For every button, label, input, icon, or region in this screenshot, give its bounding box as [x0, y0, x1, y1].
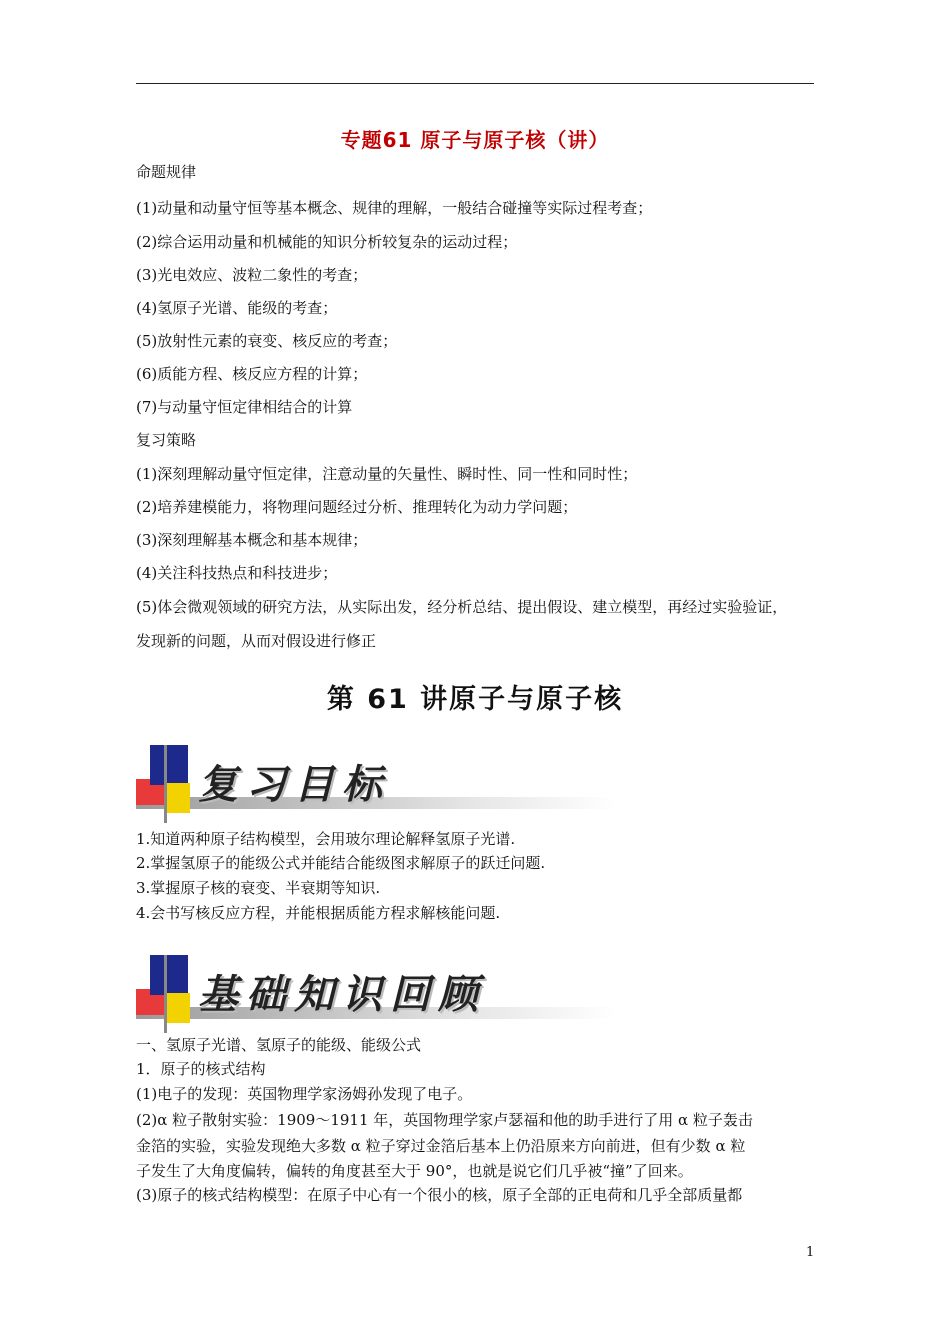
knowledge-line: (2)α 粒子散射实验：1909～1911 年，英国物理学家卢瑟福和他的助手进行了用 α 粒子轰击: [136, 1111, 753, 1129]
rule-item: (5)放射性元素的衰变、核反应的考查；: [136, 332, 398, 350]
banner-yellow-square: [166, 783, 190, 813]
rule-item: (2)综合运用动量和机械能的知识分析较复杂的运动过程；: [136, 233, 518, 251]
rules-heading: 命题规律: [136, 163, 197, 181]
knowledge-line: 子发生了大角度偏转，偏转的角度甚至大于 90°，也就是说它们几乎被“撞”了回来。: [136, 1162, 693, 1180]
banner-blue-square: [150, 955, 188, 995]
goal-item: 4.会书写核反应方程，并能根据质能方程求解核能问题.: [136, 904, 501, 922]
strategy-heading: 复习策略: [136, 431, 197, 449]
strategy-item: (3)深刻理解基本概念和基本规律；: [136, 531, 368, 549]
banner-blue-square: [150, 745, 188, 785]
banner-bar: [164, 745, 167, 823]
knowledge-heading: 一、氢原子光谱、氢原子的能级、能级公式: [136, 1036, 422, 1054]
strategy-item: (1)深刻理解动量守恒定律，注意动量的矢量性、瞬时性、同一性和同时性；: [136, 465, 638, 483]
rule-item: (6)质能方程、核反应方程的计算；: [136, 365, 368, 383]
knowledge-line: (3)原子的核式结构模型：在原子中心有一个很小的核，原子全部的正电荷和几乎全部质量都: [136, 1186, 743, 1204]
goal-item: 3.掌握原子核的衰变、半衰期等知识.: [136, 879, 381, 897]
strategy-item: (2)培养建模能力，将物理问题经过分析、推理转化为动力学问题；: [136, 498, 578, 516]
rule-item: (1)动量和动量守恒等基本概念、规律的理解，一般结合碰撞等实际过程考查；: [136, 199, 653, 217]
rule-item: (3)光电效应、波粒二象性的考查；: [136, 266, 368, 284]
banner-bar: [164, 955, 167, 1033]
goal-item: 2.掌握氢原子的能级公式并能结合能级图求解原子的跃迁问题.: [136, 854, 546, 872]
goal-item: 1.知道两种原子结构模型，会用玻尔理论解释氢原子光谱.: [136, 830, 516, 848]
knowledge-line: (1)电子的发现：英国物理学家汤姆孙发现了电子。: [136, 1085, 473, 1103]
banner-title: 基础知识回顾: [198, 972, 486, 1018]
strategy-item: (4)关注科技热点和科技进步；: [136, 564, 338, 582]
lecture-title: 第 61 讲原子与原子核: [326, 684, 624, 715]
rule-item: (4)氢原子光谱、能级的考查；: [136, 299, 338, 317]
rule-item: (7)与动量守恒定律相结合的计算: [136, 398, 353, 416]
page-title: 专题61 原子与原子核（讲）: [340, 128, 610, 152]
banner-title: 复习目标: [198, 762, 390, 808]
knowledge-subheading: 1．原子的核式结构: [136, 1060, 266, 1078]
strategy-item: (5)体会微观领域的研究方法，从实际出发，经分析总结、提出假设、建立模型，再经过实验验证，: [136, 598, 788, 616]
banner-review-goals: [136, 745, 616, 823]
page-number: 1: [806, 1245, 815, 1260]
header-rule: [136, 83, 814, 84]
strategy-item: 发现新的问题，从而对假设进行修正: [136, 632, 377, 650]
knowledge-line: 金箔的实验，实验发现绝大多数 α 粒子穿过金箔后基本上仍沿原来方向前进，但有少数 α 粒: [136, 1137, 746, 1155]
banner-basic-knowledge: [136, 955, 616, 1033]
banner-yellow-square: [166, 993, 190, 1023]
